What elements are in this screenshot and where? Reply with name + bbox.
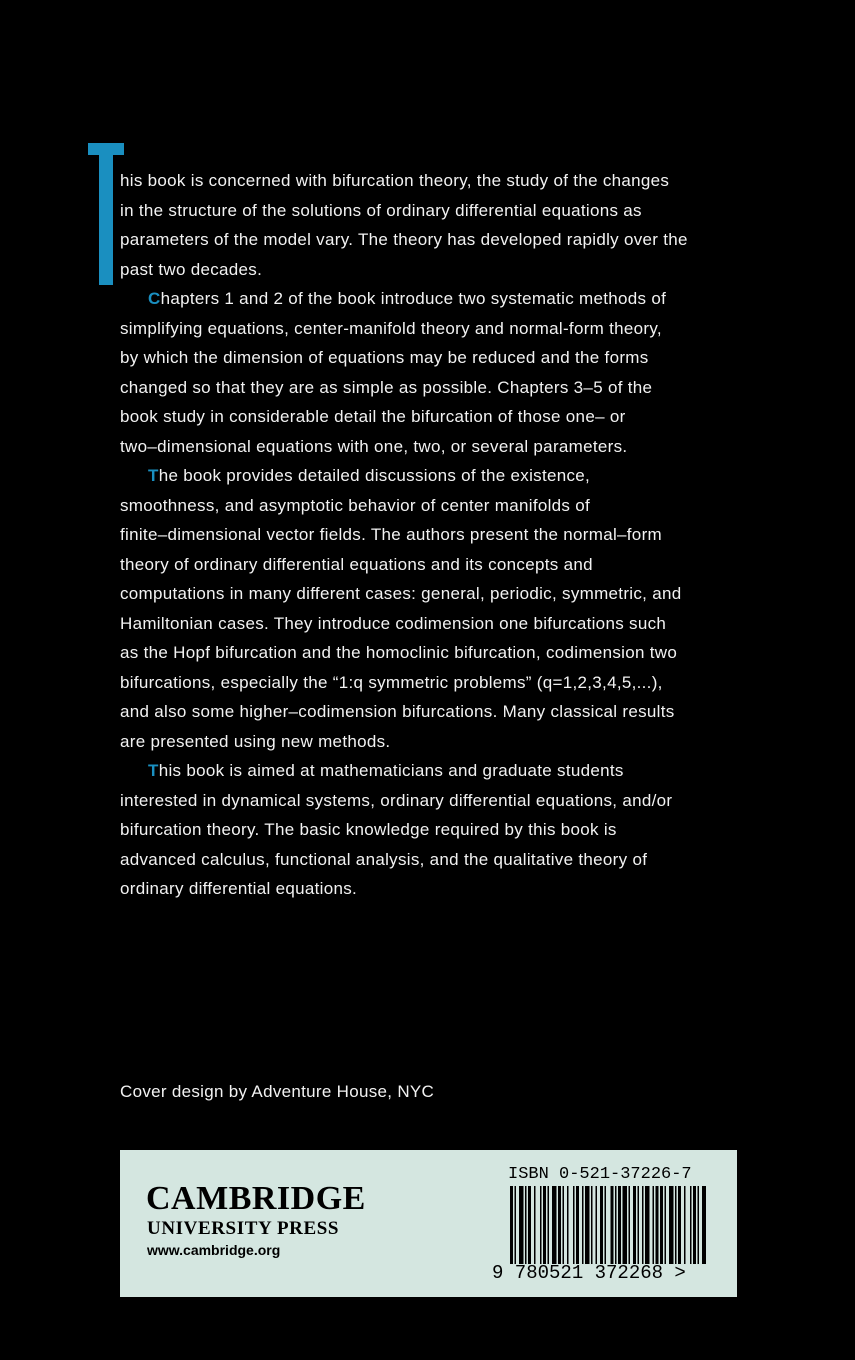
barcode-bar [510,1186,513,1264]
text-line: in the structure of the solutions of ordinary differential equations as [120,200,642,220]
paragraph-4 [120,756,760,904]
paragraph-1 [120,166,760,284]
barcode-bar [573,1186,575,1264]
barcode-bar [576,1186,579,1264]
text-line: as the Hopf bifurcation and the homoclinic bifurcation, codimension two [120,643,678,662]
text-line: ordinary differential equations. [120,879,358,898]
text-line: finite–dimensional vector fields. The authors present the normal–form [120,525,662,544]
barcode-bar [629,1186,631,1264]
barcode-bar [684,1186,686,1264]
barcode-bar [585,1186,590,1264]
barcode-bar [515,1186,517,1264]
barcode-bar [645,1186,650,1264]
barcode-bar [558,1186,561,1264]
barcode-bar [653,1186,655,1264]
publisher-name: CAMBRIDGE [146,1180,366,1217]
text-line: by which the dimension of equations may be reduced and the forms [120,348,649,367]
text-line: smoothness, and asymptotic behavior of center manifolds of [120,495,591,515]
barcode-bar [690,1186,692,1264]
barcode-digits: 9 780521 372268 > [492,1262,686,1284]
barcode-bar [615,1186,617,1264]
paragraph-initial: T [148,761,159,780]
barcode-bar [591,1186,593,1264]
barcode-bar [693,1186,696,1264]
text-line: parameters of the model vary. The theory has developed rapidly over the [120,230,688,249]
text-line: past two decades. [120,259,263,279]
barcode-bar [702,1186,706,1264]
text-line: are presented using new methods. [120,731,391,751]
barcode [510,1186,706,1264]
barcode-bar [669,1186,674,1264]
text-line: This book is aimed at mathematicians and graduate students [148,761,624,780]
barcode-bar [567,1186,569,1264]
barcode-bar [605,1186,607,1264]
barcode-bar [642,1186,644,1264]
text-line: bifurcations, especially the “1:q symmetric problems” (q=1,2,3,4,5,...), [120,672,663,692]
text-line: his book is concerned with bifurcation theory, the study of the changes [120,171,670,190]
barcode-bar [548,1186,550,1264]
text-line: two–dimensional equations with one, two, or several parameters. [120,436,628,456]
barcode-bar [611,1186,614,1264]
barcode-bar [675,1186,677,1264]
barcode-bar [528,1186,531,1264]
text-line: simplifying equations, center-manifold theory and normal-form theory, [120,318,662,338]
barcode-bar [563,1186,565,1264]
barcode-bar [534,1186,536,1264]
barcode-bar [519,1186,524,1264]
text-line: bifurcation theory. The basic knowledge required by this book is [120,820,617,839]
barcode-bar [660,1186,663,1264]
barcode-bar [623,1186,628,1264]
text-line: changed so that they are as simple as possible. Chapters 3–5 of the [120,377,653,397]
barcode-bar [552,1186,557,1264]
barcode-bar [596,1186,598,1264]
isbn-label: ISBN 0-521-37226-7 [508,1165,692,1184]
text-line: and also some higher–codimension bifurcations. Many classical results [120,702,675,721]
barcode-bar [540,1186,542,1264]
barcode-bar [600,1186,603,1264]
paragraph-initial: T [148,466,159,485]
publisher-subname: UNIVERSITY PRESS [147,1218,340,1239]
paragraph-3 [120,461,760,756]
barcode-bar [633,1186,636,1264]
barcode-bar [665,1186,667,1264]
paragraph-initial: C [148,289,161,308]
cover-design-credit: Cover design by Adventure House, NYC [120,1082,435,1101]
text-line: book study in considerable detail the bifurcation of those one– or [120,407,626,426]
text-line: Chapters 1 and 2 of the book introduce two systematic methods of [148,289,667,308]
description [120,166,760,904]
publisher-panel [120,1150,737,1297]
text-line: The book provides detailed discussions of the existence, [148,466,591,485]
publisher-url[interactable]: www.cambridge.org [147,1242,281,1258]
text-line: interested in dynamical systems, ordinary differential equations, and/or [120,790,673,810]
text-line: advanced calculus, functional analysis, and the qualitative theory of [120,849,648,869]
paragraph-2 [120,284,760,461]
barcode-bar [678,1186,681,1264]
barcode-bar [698,1186,700,1264]
drop-cap-t [88,143,124,285]
barcode-bar [543,1186,546,1264]
text-line: Hamiltonian cases. They introduce codimension one bifurcations such [120,613,667,633]
barcode-bar [618,1186,621,1264]
barcode-bar [656,1186,659,1264]
barcode-bar [638,1186,640,1264]
text-line: theory of ordinary differential equations and its concepts and [120,554,593,574]
text-line: computations in many different cases: general, periodic, symmetric, and [120,584,682,603]
barcode-bar [525,1186,527,1264]
barcode-bar [582,1186,584,1264]
